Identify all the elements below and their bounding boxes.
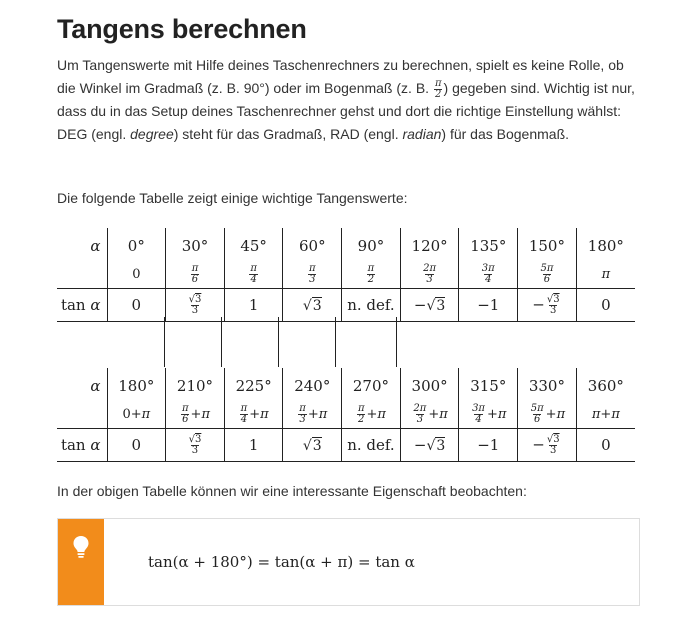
tan-cell: −1 <box>459 289 518 322</box>
rad-cell: $\frac{\pi}{3}$ +π <box>283 400 342 429</box>
table-spacer <box>57 317 635 367</box>
rad-cell: $\frac{\pi}{4}$ +π <box>224 400 283 429</box>
tan-cell: −1 <box>459 429 518 462</box>
deg-cell: 180° <box>107 368 166 400</box>
rad-cell: $\frac{5\pi}{6}$ +π <box>518 400 577 429</box>
deg-cell: 150° <box>518 228 577 260</box>
intro-paragraph <box>57 54 642 146</box>
deg-cell: 225° <box>224 368 283 400</box>
rad-cell: $\frac{5\pi}{6}$ <box>518 260 577 289</box>
deg-cell: 30° <box>166 228 225 260</box>
tip-accent-bar <box>58 519 104 605</box>
deg-cell: 120° <box>400 228 459 260</box>
table-row <box>57 260 635 289</box>
rad-cell: $\frac{2\pi}{3}$ +π <box>400 400 459 429</box>
deg-example: 90° <box>243 80 265 96</box>
page-title: Tangens berechnen <box>57 14 307 44</box>
table-row <box>57 400 635 429</box>
tan-cell: 0 <box>576 429 635 462</box>
tip-box <box>57 518 640 606</box>
rad-cell: $\frac{\pi}{6}$ <box>166 260 225 289</box>
deg-cell: 360° <box>576 368 635 400</box>
intro-text-3: ) gegeben sind. Wichtig ist nur, dass du in das Setup deines Taschenrechner gehst und dort die richtige Einstellung wählst: <box>57 80 635 119</box>
deg-cell: 300° <box>400 368 459 400</box>
rad-cell: $\frac{\pi}{6}$ +π <box>166 400 225 429</box>
rad-cell: $\frac{2\pi}{3}$ <box>400 260 459 289</box>
rad-cell: $\frac{3\pi}{4}$ <box>459 260 518 289</box>
rad-cell: π+π <box>576 400 635 429</box>
rad-cell: $\frac{3\pi}{4}$ +π <box>459 400 518 429</box>
table-row <box>57 228 635 260</box>
lightbulb-icon <box>72 535 90 559</box>
deg-cell: 270° <box>342 368 401 400</box>
tan-cell: − $\frac{√3}{3}$ <box>518 289 577 322</box>
tip-formula: tan(α + 180°) = tan(α + π) = tan α <box>148 553 415 571</box>
term-radian: radian <box>402 126 442 142</box>
deg-cell: 330° <box>518 368 577 400</box>
rad-cell: 0 <box>107 260 166 289</box>
tan-cell: 0 <box>107 289 166 322</box>
intro-line2-b: ) steht für das Gradmaß, RAD (engl. <box>173 126 403 142</box>
tan-cell: 1 <box>224 289 283 322</box>
intro-text-2: ) oder im Bogenmaß (z. B. <box>264 80 433 96</box>
tangent-table-2 <box>57 368 635 462</box>
rad-cell: $\frac{\pi}{3}$ <box>283 260 342 289</box>
deg-cell: 45° <box>224 228 283 260</box>
tan-label: tan α <box>57 289 107 322</box>
deg-cell: 60° <box>283 228 342 260</box>
tan-cell: −√3 <box>400 429 459 462</box>
tan-cell: 0 <box>576 289 635 322</box>
rad-cell: 0+π <box>107 400 166 429</box>
observation-text: In der obigen Tabelle können wir eine interessante Eigenschaft beobachten: <box>57 483 527 499</box>
intro-line2-c: ) für das Bogenmaß. <box>441 126 570 142</box>
intro-line2-a: DEG (engl. <box>57 126 131 142</box>
intro-text-1: Um Tangenswerte mit Hilfe deines Taschenrechners zu berechnen, spielt es keine Rolle, ob die Winkel im Gradmaß (z. B. <box>57 57 624 96</box>
tan-cell: 0 <box>107 429 166 462</box>
term-degree: degree <box>130 126 174 142</box>
tan-cell: n. def. <box>342 429 401 462</box>
tan-cell: √3 <box>283 429 342 462</box>
tan-label: tan α <box>57 429 107 462</box>
table-row <box>57 429 635 462</box>
alpha-label: α <box>90 377 101 395</box>
rad-cell: $\frac{\pi}{2}$ +π <box>342 400 401 429</box>
tan-cell: 1 <box>224 429 283 462</box>
tan-cell: − $\frac{√3}{3}$ <box>518 429 577 462</box>
tan-cell: n. def. <box>342 289 401 322</box>
deg-cell: 180° <box>576 228 635 260</box>
alpha-label: α <box>90 237 101 255</box>
deg-cell: 0° <box>107 228 166 260</box>
tangent-table-1 <box>57 228 635 322</box>
deg-cell: 135° <box>459 228 518 260</box>
tan-cell: −√3 <box>400 289 459 322</box>
rad-cell: $\frac{\pi}{4}$ <box>224 260 283 289</box>
rad-example: $\frac{\pi}{2}$ <box>434 77 442 100</box>
deg-cell: 210° <box>166 368 225 400</box>
tan-cell: $\frac{√3}{3}$ <box>166 289 225 322</box>
tan-cell: $\frac{√3}{3}$ <box>166 429 225 462</box>
deg-cell: 90° <box>342 228 401 260</box>
deg-cell: 315° <box>459 368 518 400</box>
tan-cell: √3 <box>283 289 342 322</box>
table-row <box>57 368 635 400</box>
table-intro: Die folgende Tabelle zeigt einige wichtige Tangenswerte: <box>57 190 408 206</box>
rad-cell: π <box>576 260 635 289</box>
deg-cell: 240° <box>283 368 342 400</box>
rad-cell: $\frac{\pi}{2}$ <box>342 260 401 289</box>
